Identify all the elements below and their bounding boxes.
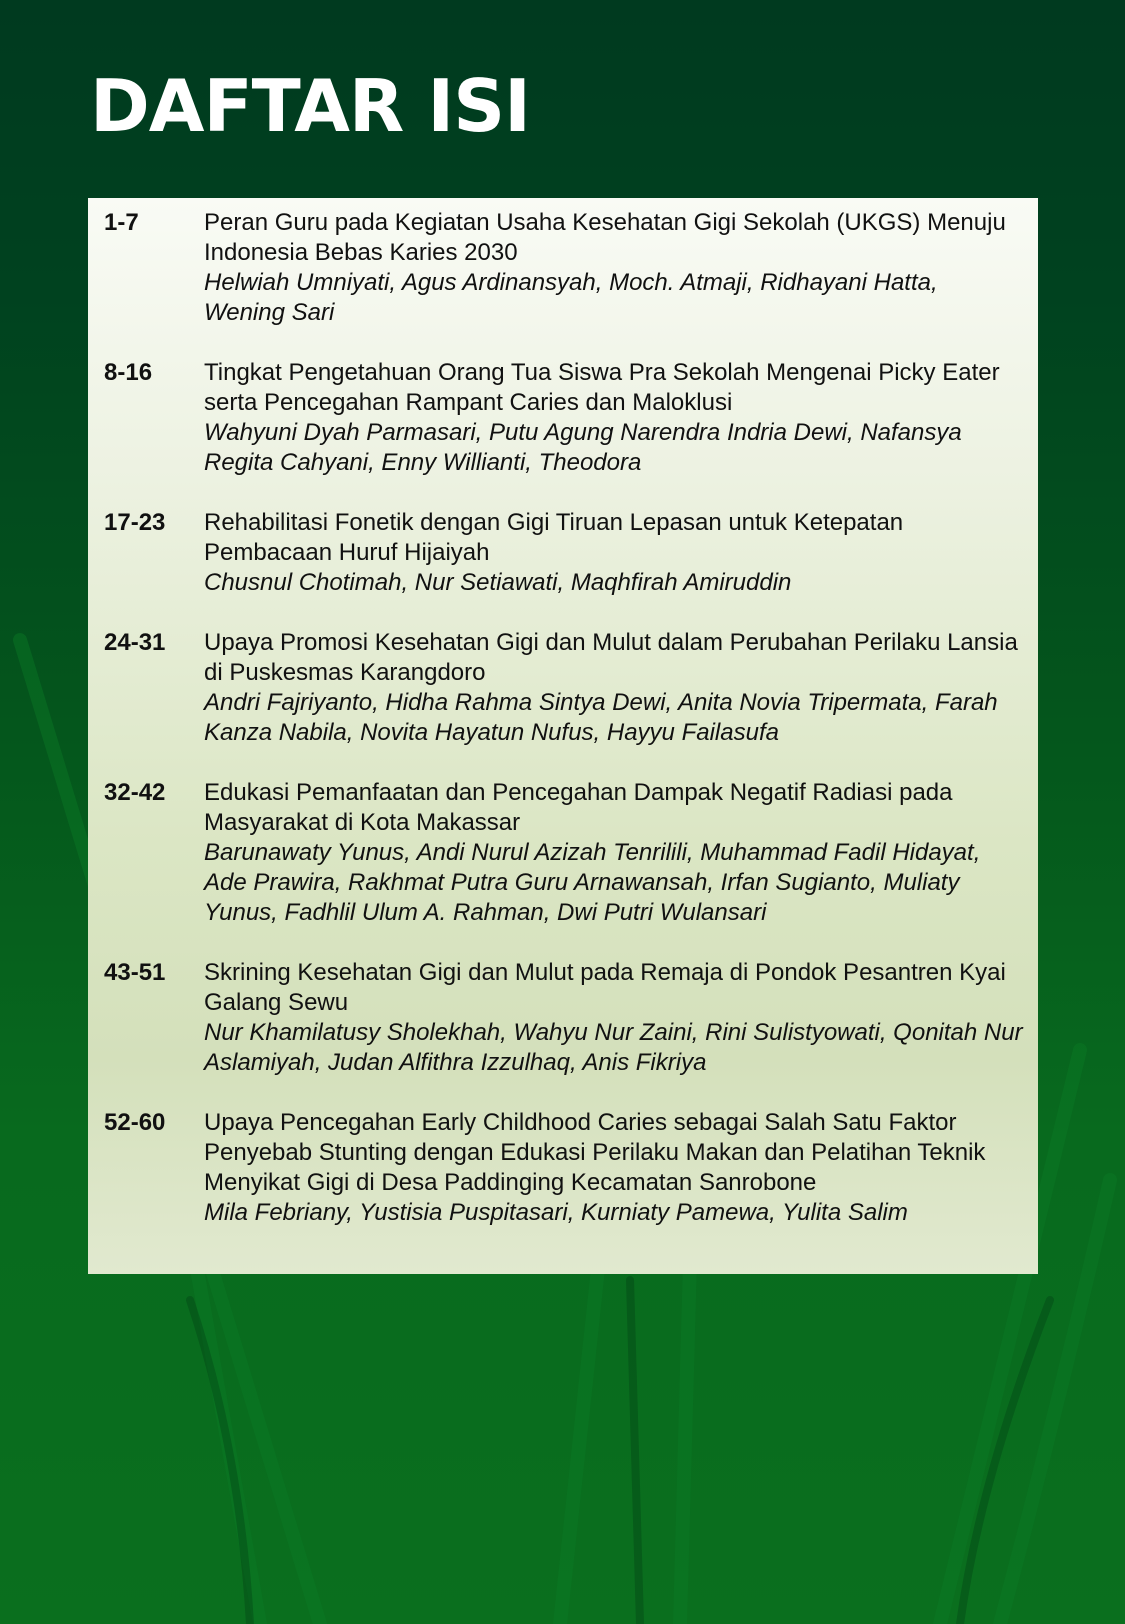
article-title[interactable]: Upaya Pencegahan Early Childhood Caries sebagai Salah Satu Faktor Penyebab Stunting dengan Edukasi Perilaku Makan dan Pelatihan Teknik Menyikat Gigi di Desa Paddinging Kecamatan Sanrobone <box>204 1109 986 1196</box>
article-authors: Wahyuni Dyah Parmasari, Putu Agung Narendra Indria Dewi, Nafansya Regita Cahyani, Enny Willianti, Theodora <box>204 419 962 476</box>
toc-page-range: 52-60 <box>104 1109 166 1136</box>
toc-page-range: 1-7 <box>104 209 139 236</box>
toc-entry-content <box>204 508 1024 598</box>
toc-page-range: 8-16 <box>104 359 153 386</box>
toc-entry-content <box>204 358 1024 478</box>
toc-entry <box>104 778 1024 928</box>
toc-page-range: 32-42 <box>104 779 166 806</box>
article-title[interactable]: Skrining Kesehatan Gigi dan Mulut pada Remaja di Pondok Pesantren Kyai Galang Sewu <box>204 959 1006 1016</box>
toc-entry-content <box>204 958 1024 1078</box>
toc-page-range: 24-31 <box>104 629 166 656</box>
toc-entry-content <box>204 778 1024 928</box>
article-authors: Barunawaty Yunus, Andi Nurul Azizah Tenrilili, Muhammad Fadil Hidayat, Ade Prawira, Rakhmat Putra Guru Arnawansah, Irfan Sugianto, Muliaty Yunus, Fadhlil Ulum A. Rahman, Dwi Putri Wulansari <box>204 839 981 926</box>
article-title[interactable]: Rehabilitasi Fonetik dengan Gigi Tiruan Lepasan untuk Ketepatan Pembacaan Huruf Hijaiyah <box>204 509 904 566</box>
toc-entry-content <box>204 628 1024 748</box>
toc-page-range: 43-51 <box>104 959 166 986</box>
toc-entry <box>104 508 1024 598</box>
article-title[interactable]: Tingkat Pengetahuan Orang Tua Siswa Pra Sekolah Mengenai Picky Eater serta Pencegahan Rampant Caries dan Maloklusi <box>204 359 1000 416</box>
article-authors: Helwiah Umniyati, Agus Ardinansyah, Moch. Atmaji, Ridhayani Hatta, Wening Sari <box>204 269 938 326</box>
toc-entry <box>104 628 1024 748</box>
article-authors: Nur Khamilatusy Sholekhah, Wahyu Nur Zaini, Rini Sulistyowati, Qonitah Nur Aslamiyah, Judan Alfithra Izzulhaq, Anis Fikriya <box>204 1019 1023 1076</box>
toc-page-range: 17-23 <box>104 509 166 536</box>
page-title: DAFTAR ISI <box>90 64 530 148</box>
toc-entry <box>104 208 1024 328</box>
article-title[interactable]: Edukasi Pemanfaatan dan Pencegahan Dampak Negatif Radiasi pada Masyarakat di Kota Makassar <box>204 779 953 836</box>
article-title[interactable]: Peran Guru pada Kegiatan Usaha Kesehatan Gigi Sekolah (UKGS) Menuju Indonesia Bebas Karies 2030 <box>204 209 1006 266</box>
toc-entry-content <box>204 1108 1024 1228</box>
article-authors: Andri Fajriyanto, Hidha Rahma Sintya Dewi, Anita Novia Tripermata, Farah Kanza Nabila, Novita Hayatun Nufus, Hayyu Failasufa <box>204 689 998 746</box>
table-of-contents <box>88 198 1038 1274</box>
toc-entry-content <box>204 208 1024 328</box>
toc-entry <box>104 358 1024 478</box>
toc-entry <box>104 1108 1024 1228</box>
article-authors: Chusnul Chotimah, Nur Setiawati, Maqhfirah Amiruddin <box>204 569 792 596</box>
article-authors: Mila Febriany, Yustisia Puspitasari, Kurniaty Pamewa, Yulita Salim <box>204 1199 908 1226</box>
toc-entry <box>104 958 1024 1078</box>
article-title[interactable]: Upaya Promosi Kesehatan Gigi dan Mulut dalam Perubahan Perilaku Lansia di Puskesmas Karangdoro <box>204 629 1018 686</box>
